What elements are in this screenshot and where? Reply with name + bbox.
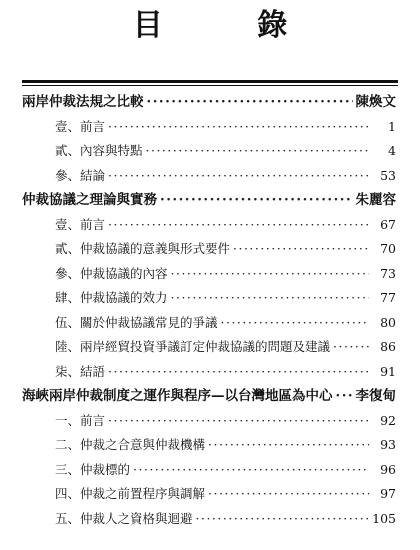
dot-leader — [133, 458, 369, 483]
entry-label: 二、仲裁之合意與仲裁機構 — [55, 437, 206, 452]
toc-entry[interactable] — [22, 360, 396, 385]
dot-leader — [108, 164, 369, 189]
entry-page: 96 — [380, 461, 396, 477]
dot-leader — [196, 507, 369, 532]
toc-entry[interactable] — [22, 139, 396, 164]
dot-leader — [147, 90, 353, 115]
entry-label: 壹、前言 — [55, 216, 106, 232]
entry-label: 一、前言 — [55, 412, 106, 428]
entry-label: 三、仲裁標的 — [55, 461, 131, 477]
chapter-author: 朱麗容 — [355, 192, 396, 208]
dot-leader — [221, 311, 369, 336]
entry-label: 貳、仲裁協議的意義與形式要件 — [55, 241, 231, 256]
toc-entry[interactable] — [22, 311, 396, 336]
table-of-contents — [22, 90, 396, 531]
entry-label: 肆、仲裁協議的效力 — [55, 290, 168, 305]
toc-entry[interactable] — [22, 409, 396, 434]
entry-label: 參、結論 — [55, 167, 106, 183]
entry-page: 80 — [380, 314, 396, 330]
toc-entry[interactable] — [22, 335, 396, 360]
title-divider-thick — [22, 80, 398, 83]
dot-leader — [208, 433, 369, 458]
entry-page: 92 — [380, 412, 396, 428]
chapter-title: 海峽兩岸仲裁制度之運作與程序—以台灣地區為中心 — [22, 388, 333, 404]
entry-page: 105 — [372, 510, 396, 526]
entry-label: 陸、兩岸經貿投資爭議訂定仲裁協議的問題及建議 — [55, 339, 331, 354]
entry-label: 伍、關於仲裁協議常見的爭議 — [55, 314, 218, 330]
page-title: 目 錄 — [132, 8, 330, 43]
toc-entry[interactable] — [22, 262, 396, 287]
dot-leader — [208, 482, 369, 507]
entry-label: 五、仲裁人之資格與迴避 — [55, 510, 193, 526]
dot-leader — [171, 262, 369, 287]
chapter-heading[interactable] — [22, 384, 396, 409]
entry-page: 4 — [388, 143, 396, 158]
toc-entry[interactable] — [22, 433, 396, 458]
entry-page: 1 — [388, 118, 396, 134]
toc-entry[interactable] — [22, 458, 396, 483]
dot-leader — [333, 335, 369, 360]
entry-page: 70 — [380, 241, 396, 256]
entry-page: 53 — [380, 167, 396, 183]
entry-page: 91 — [380, 363, 396, 379]
chapter-heading[interactable] — [22, 188, 396, 213]
dot-leader — [108, 409, 369, 434]
entry-page: 86 — [380, 339, 396, 354]
dot-leader — [171, 286, 369, 311]
toc-entry[interactable] — [22, 115, 396, 140]
entry-label: 參、仲裁協議的內容 — [55, 265, 168, 281]
toc-entry[interactable] — [22, 482, 396, 507]
entry-label: 四、仲裁之前置程序與調解 — [55, 486, 206, 501]
entry-page: 73 — [380, 265, 396, 281]
toc-entry[interactable] — [22, 213, 396, 238]
dot-leader — [108, 115, 369, 140]
chapter-heading[interactable] — [22, 90, 396, 115]
dot-leader — [108, 360, 369, 385]
entry-page: 77 — [380, 290, 396, 305]
entry-label: 柒、結語 — [55, 363, 106, 379]
entry-page: 97 — [380, 486, 396, 501]
chapter-title: 仲裁協議之理論與實務 — [22, 192, 157, 208]
toc-entry[interactable] — [22, 507, 396, 532]
toc-entry[interactable] — [22, 237, 396, 262]
entry-label: 壹、前言 — [55, 118, 106, 134]
title-divider-thin — [22, 85, 398, 86]
dot-leader — [160, 188, 353, 213]
toc-chapter-1 — [22, 90, 396, 188]
toc-chapter-3 — [22, 384, 396, 531]
entry-label: 貳、內容與特點 — [55, 143, 143, 158]
chapter-author: 陳煥文 — [355, 94, 396, 110]
entry-page: 93 — [380, 437, 396, 452]
dot-leader — [336, 384, 353, 409]
entry-page: 67 — [380, 216, 396, 232]
dot-leader — [146, 139, 369, 164]
chapter-author: 李復甸 — [355, 388, 396, 404]
chapter-title: 兩岸仲裁法規之比較 — [22, 94, 144, 110]
toc-chapter-2 — [22, 188, 396, 384]
dot-leader — [233, 237, 369, 262]
toc-entry[interactable] — [22, 286, 396, 311]
toc-entry[interactable] — [22, 164, 396, 189]
dot-leader — [108, 213, 369, 238]
